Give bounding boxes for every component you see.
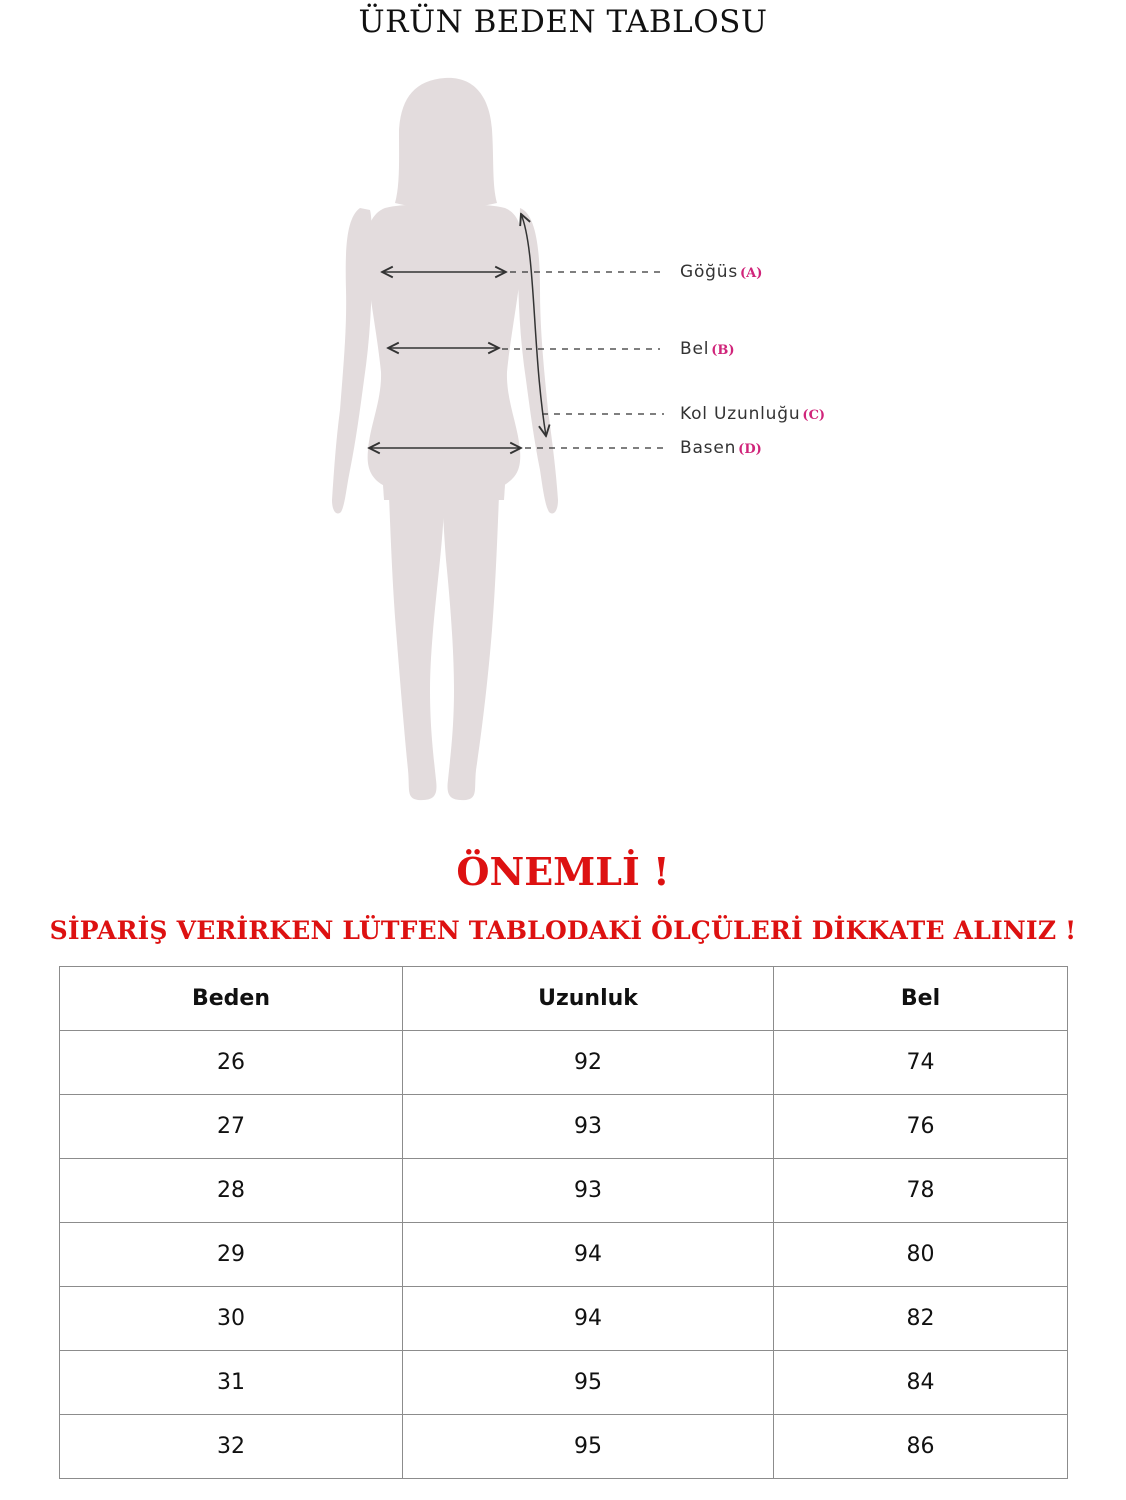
measurement-label-sleeve: Kol Uzunluğu (C) bbox=[680, 404, 826, 424]
header-bel: Bel bbox=[774, 967, 1068, 1031]
cell-bel: 80 bbox=[774, 1223, 1068, 1287]
cell-beden: 30 bbox=[60, 1287, 403, 1351]
cell-beden: 29 bbox=[60, 1223, 403, 1287]
measurement-figure bbox=[0, 60, 1126, 820]
cell-uzunluk: 92 bbox=[403, 1031, 774, 1095]
measurement-code-b: (B) bbox=[711, 343, 735, 358]
cell-uzunluk: 93 bbox=[403, 1095, 774, 1159]
silhouette-hips bbox=[380, 440, 508, 500]
header-beden: Beden bbox=[60, 967, 403, 1031]
measurement-code-d: (D) bbox=[738, 442, 762, 457]
table-row bbox=[60, 1095, 1068, 1159]
cell-bel: 74 bbox=[774, 1031, 1068, 1095]
table-row bbox=[60, 1351, 1068, 1415]
measurement-label-waist: Bel (B) bbox=[680, 339, 735, 359]
cell-uzunluk: 94 bbox=[403, 1287, 774, 1351]
cell-uzunluk: 95 bbox=[403, 1415, 774, 1479]
measurement-label-chest: Göğüs (A) bbox=[680, 262, 763, 282]
silhouette-head bbox=[395, 78, 497, 210]
cell-bel: 76 bbox=[774, 1095, 1068, 1159]
notice-text: SİPARİŞ VERİRKEN LÜTFEN TABLODAKİ ÖLÇÜLERİ DİKKATE ALINIZ ! bbox=[49, 916, 1077, 945]
measurement-code-a: (A) bbox=[740, 266, 763, 281]
silhouette-left-leg bbox=[388, 470, 444, 800]
cell-bel: 78 bbox=[774, 1159, 1068, 1223]
cell-uzunluk: 93 bbox=[403, 1159, 774, 1223]
measurement-label-hip: Basen (D) bbox=[680, 438, 762, 458]
cell-uzunluk: 94 bbox=[403, 1223, 774, 1287]
table-header-row bbox=[60, 967, 1068, 1031]
cell-bel: 84 bbox=[774, 1351, 1068, 1415]
cell-beden: 31 bbox=[60, 1351, 403, 1415]
cell-beden: 28 bbox=[60, 1159, 403, 1223]
cell-beden: 32 bbox=[60, 1415, 403, 1479]
silhouette-left-arm bbox=[332, 208, 372, 514]
header-uzunluk: Uzunluk bbox=[403, 967, 774, 1031]
table-row bbox=[60, 1223, 1068, 1287]
table-row bbox=[60, 1287, 1068, 1351]
cell-beden: 27 bbox=[60, 1095, 403, 1159]
page-title: ÜRÜN BEDEN TABLOSU bbox=[358, 4, 768, 40]
size-table bbox=[59, 966, 1068, 1479]
cell-bel: 86 bbox=[774, 1415, 1068, 1479]
measurement-code-c: (C) bbox=[802, 408, 826, 423]
table-row bbox=[60, 1415, 1068, 1479]
body-diagram bbox=[0, 60, 1126, 820]
woman-silhouette bbox=[332, 78, 558, 800]
table-row bbox=[60, 1031, 1068, 1095]
notice-title: ÖNEMLİ ! bbox=[456, 849, 670, 894]
silhouette-right-leg bbox=[443, 470, 500, 800]
cell-beden: 26 bbox=[60, 1031, 403, 1095]
cell-bel: 82 bbox=[774, 1287, 1068, 1351]
cell-uzunluk: 95 bbox=[403, 1351, 774, 1415]
table-row bbox=[60, 1159, 1068, 1223]
